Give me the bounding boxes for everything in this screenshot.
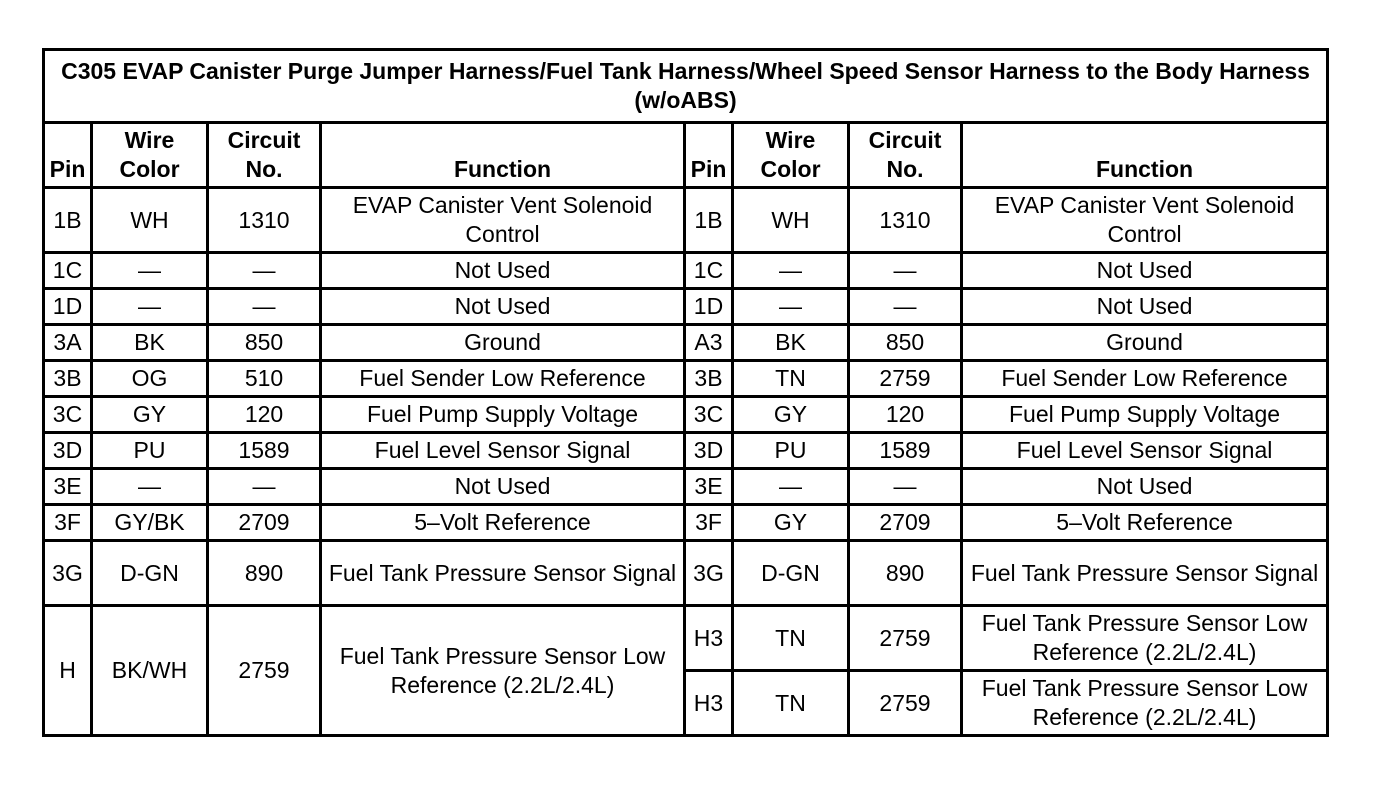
table-row xyxy=(44,325,1328,361)
left-wire-color-cell: GY xyxy=(92,397,208,433)
left-pin-cell: 1D xyxy=(44,289,92,325)
left-function-cell: Fuel Sender Low Reference xyxy=(321,361,685,397)
right-circuit-cell: — xyxy=(849,289,962,325)
right-pin-cell: 3E xyxy=(685,469,733,505)
left-function-cell: Fuel Pump Supply Voltage xyxy=(321,397,685,433)
left-function-cell: Not Used xyxy=(321,469,685,505)
left-circuit-cell: 850 xyxy=(208,325,321,361)
right-wire-color-cell: TN xyxy=(733,361,849,397)
left-function-cell: Fuel Level Sensor Signal xyxy=(321,433,685,469)
left-wire-color-cell: BK/WH xyxy=(92,606,208,736)
right-function-cell: Ground xyxy=(962,325,1328,361)
left-pin-cell: 3A xyxy=(44,325,92,361)
left-wire-color-cell: WH xyxy=(92,188,208,253)
table-row xyxy=(44,188,1328,253)
left-pin-cell: H xyxy=(44,606,92,736)
left-circuit-cell: 2709 xyxy=(208,505,321,541)
right-wire-color-cell: GY xyxy=(733,505,849,541)
right-circuit-cell: 2759 xyxy=(849,361,962,397)
table-row xyxy=(44,606,1328,671)
right-circuit-cell: 120 xyxy=(849,397,962,433)
right-circuit-cell: 2759 xyxy=(849,606,962,671)
left-circuit-cell: 890 xyxy=(208,541,321,606)
right-circuit-cell: 890 xyxy=(849,541,962,606)
left-wire-color-cell: — xyxy=(92,253,208,289)
left-function-cell: Ground xyxy=(321,325,685,361)
left-circuit-cell: 2759 xyxy=(208,606,321,736)
left-wire-color-cell: — xyxy=(92,289,208,325)
right-function-header: Function xyxy=(962,123,1328,188)
right-function-cell: EVAP Canister Vent Solenoid Control xyxy=(962,188,1328,253)
right-wire-color-cell: D-GN xyxy=(733,541,849,606)
left-function-cell: Not Used xyxy=(321,253,685,289)
right-function-cell: Fuel Pump Supply Voltage xyxy=(962,397,1328,433)
left-wire-color-cell: GY/BK xyxy=(92,505,208,541)
right-wire-color-cell: TN xyxy=(733,671,849,736)
left-wire-color-cell: D-GN xyxy=(92,541,208,606)
right-wire-color-cell: BK xyxy=(733,325,849,361)
right-pin-cell: 1C xyxy=(685,253,733,289)
left-circuit-cell: 1589 xyxy=(208,433,321,469)
left-wire-color-cell: — xyxy=(92,469,208,505)
table-title: C305 EVAP Canister Purge Jumper Harness/Fuel Tank Harness/Wheel Speed Sensor Harness to the Body Harness (w/oABS) xyxy=(44,50,1328,123)
left-circuit-cell: 120 xyxy=(208,397,321,433)
right-pin-header: Pin xyxy=(685,123,733,188)
left-wire-color-cell: OG xyxy=(92,361,208,397)
left-pin-cell: 3B xyxy=(44,361,92,397)
right-circuit-cell: — xyxy=(849,253,962,289)
right-function-cell: Fuel Tank Pressure Sensor Low Reference (2.2L/2.4L) xyxy=(962,606,1328,671)
table-row xyxy=(44,253,1328,289)
left-pin-cell: 3E xyxy=(44,469,92,505)
right-function-cell: Not Used xyxy=(962,253,1328,289)
right-wire-color-cell: PU xyxy=(733,433,849,469)
table-row xyxy=(44,505,1328,541)
right-pin-cell: 3B xyxy=(685,361,733,397)
left-circuit-cell: — xyxy=(208,289,321,325)
right-pin-cell: 1D xyxy=(685,289,733,325)
left-pin-cell: 3D xyxy=(44,433,92,469)
left-wire-color-header: Wire Color xyxy=(92,123,208,188)
right-circuit-no-header: Circuit No. xyxy=(849,123,962,188)
connector-table xyxy=(42,48,1329,737)
left-circuit-no-header: Circuit No. xyxy=(208,123,321,188)
right-wire-color-cell: WH xyxy=(733,188,849,253)
right-function-cell: Not Used xyxy=(962,469,1328,505)
right-pin-cell: 3F xyxy=(685,505,733,541)
header-row xyxy=(44,123,1328,188)
left-function-cell: Fuel Tank Pressure Sensor Signal xyxy=(321,541,685,606)
right-wire-color-cell: TN xyxy=(733,606,849,671)
left-circuit-cell: 510 xyxy=(208,361,321,397)
left-wire-color-cell: PU xyxy=(92,433,208,469)
right-pin-cell: A3 xyxy=(685,325,733,361)
right-circuit-cell: 2709 xyxy=(849,505,962,541)
right-circuit-cell: 1589 xyxy=(849,433,962,469)
right-pin-cell: H3 xyxy=(685,606,733,671)
left-function-cell: Fuel Tank Pressure Sensor Low Reference (2.2L/2.4L) xyxy=(321,606,685,736)
left-function-header: Function xyxy=(321,123,685,188)
right-function-cell: Fuel Level Sensor Signal xyxy=(962,433,1328,469)
title-row xyxy=(44,50,1328,123)
table-row xyxy=(44,361,1328,397)
right-function-cell: Fuel Tank Pressure Sensor Low Reference (2.2L/2.4L) xyxy=(962,671,1328,736)
right-pin-cell: 3G xyxy=(685,541,733,606)
table-row xyxy=(44,433,1328,469)
right-function-cell: Fuel Tank Pressure Sensor Signal xyxy=(962,541,1328,606)
right-circuit-cell: 2759 xyxy=(849,671,962,736)
left-function-cell: 5–Volt Reference xyxy=(321,505,685,541)
right-wire-color-cell: — xyxy=(733,253,849,289)
left-circuit-cell: 1310 xyxy=(208,188,321,253)
right-pin-cell: H3 xyxy=(685,671,733,736)
left-pin-cell: 3G xyxy=(44,541,92,606)
right-function-cell: 5–Volt Reference xyxy=(962,505,1328,541)
table-row xyxy=(44,469,1328,505)
table-row xyxy=(44,397,1328,433)
left-circuit-cell: — xyxy=(208,469,321,505)
right-wire-color-header: Wire Color xyxy=(733,123,849,188)
right-wire-color-cell: — xyxy=(733,289,849,325)
left-function-cell: Not Used xyxy=(321,289,685,325)
left-wire-color-cell: BK xyxy=(92,325,208,361)
left-pin-cell: 3C xyxy=(44,397,92,433)
table-row xyxy=(44,541,1328,606)
right-function-cell: Not Used xyxy=(962,289,1328,325)
left-pin-cell: 1C xyxy=(44,253,92,289)
right-function-cell: Fuel Sender Low Reference xyxy=(962,361,1328,397)
right-wire-color-cell: — xyxy=(733,469,849,505)
right-circuit-cell: — xyxy=(849,469,962,505)
right-circuit-cell: 850 xyxy=(849,325,962,361)
right-pin-cell: 3C xyxy=(685,397,733,433)
left-pin-cell: 1B xyxy=(44,188,92,253)
right-circuit-cell: 1310 xyxy=(849,188,962,253)
table-row xyxy=(44,289,1328,325)
right-pin-cell: 1B xyxy=(685,188,733,253)
right-wire-color-cell: GY xyxy=(733,397,849,433)
right-pin-cell: 3D xyxy=(685,433,733,469)
left-pin-cell: 3F xyxy=(44,505,92,541)
left-function-cell: EVAP Canister Vent Solenoid Control xyxy=(321,188,685,253)
left-pin-header: Pin xyxy=(44,123,92,188)
left-circuit-cell: — xyxy=(208,253,321,289)
